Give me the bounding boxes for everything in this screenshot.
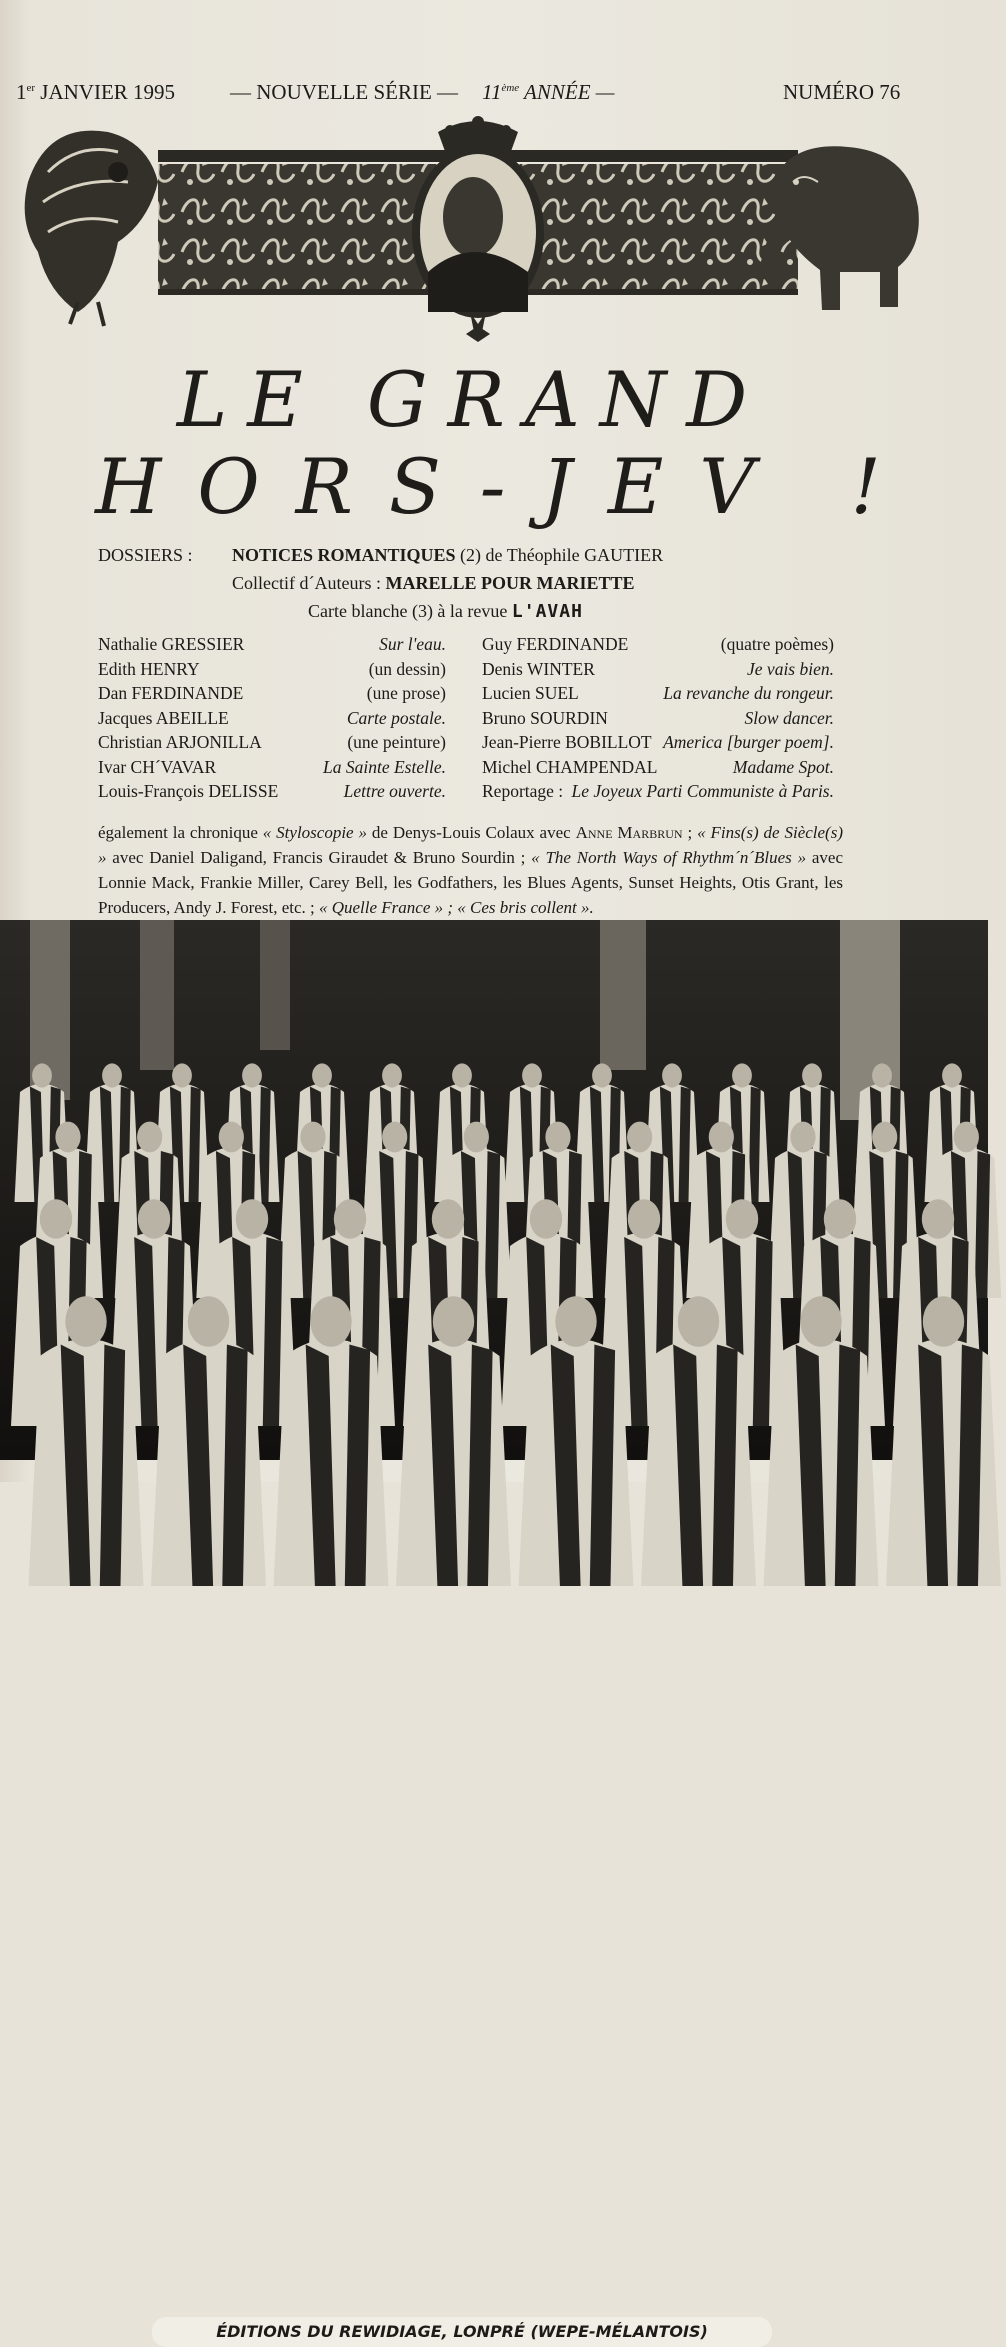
contributor-name: Jean-Pierre BOBILLOT bbox=[482, 732, 652, 752]
series-label: — NOUVELLE SÉRIE — bbox=[230, 80, 459, 104]
dossiers-label: DOSSIERS : bbox=[98, 545, 193, 565]
contribution-title: (une prose) bbox=[366, 683, 446, 703]
date-text: JANVIER 1995 bbox=[35, 80, 176, 104]
contribution-title: (un dessin) bbox=[368, 658, 446, 679]
contributor-name: Denis WINTER bbox=[482, 658, 595, 679]
contributor-name: Christian ARJONILLA bbox=[98, 732, 262, 752]
contributor-name: Nathalie GRESSIER bbox=[98, 634, 245, 654]
para-title: « Styloscopie » bbox=[262, 823, 367, 842]
dossier-carte-blanche bbox=[308, 601, 583, 622]
para-text: avec Lonnie Mack, Frankie Miller, Carey Bell, les Godfathers, les Blues Agents, Sunset Heights, Otis Grant, les Producers, Andy J. Forest, etc. ; bbox=[98, 848, 843, 917]
dossier-marelle bbox=[232, 573, 635, 594]
contributor-row bbox=[0, 757, 1000, 781]
issue-number: NUMÉRO 76 bbox=[783, 80, 901, 104]
contribution-title: (une peinture) bbox=[347, 732, 446, 752]
date-superscript: er bbox=[26, 82, 36, 94]
crest-emblem bbox=[416, 116, 540, 342]
contributor-row bbox=[0, 659, 1000, 683]
contributor-row bbox=[0, 732, 1000, 756]
clergy-photo bbox=[0, 920, 988, 2341]
contribution-title: Sur l'eau. bbox=[379, 634, 446, 654]
contribution-title: Je vais bien. bbox=[747, 658, 834, 679]
contribution-title: (quatre poèmes) bbox=[720, 634, 834, 654]
issue-date bbox=[16, 80, 175, 105]
contribution-title: Carte postale. bbox=[346, 707, 446, 728]
issue-header bbox=[0, 80, 1000, 110]
contributor-name: Dan FERDINANDE bbox=[98, 683, 244, 703]
dossier-title: NOTICES ROMANTIQUES bbox=[232, 545, 456, 565]
magazine-title-line1: LE GRAND bbox=[176, 355, 768, 444]
contributor-row bbox=[0, 683, 1000, 707]
dossier-title: MARELLE POUR MARIETTE bbox=[385, 573, 635, 593]
year-text: ANNÉE — bbox=[519, 80, 615, 104]
year-superscript: ème bbox=[501, 82, 520, 94]
contribution-title: Le Joyeux Parti Communiste à Paris. bbox=[571, 781, 834, 801]
para-text: de Denys-Louis Colaux avec bbox=[367, 823, 576, 842]
magazine-title-line2: HORS-JEV ! bbox=[95, 442, 917, 531]
contributor-name: Michel CHAMPENDAL bbox=[482, 756, 658, 777]
para-title: « Quelle France » ; « Ces bris collent ». bbox=[318, 898, 594, 917]
turkey-illustration bbox=[25, 131, 158, 326]
para-title: « The North Ways of Rhythm´n´Blues » bbox=[531, 848, 807, 867]
contribution-title: Madame Spot. bbox=[732, 756, 834, 777]
year-number: 11 bbox=[482, 80, 502, 104]
contribution-title: La revanche du rongeur. bbox=[663, 683, 834, 703]
contributor-name: Louis-François DELISSE bbox=[98, 781, 279, 801]
para-name: Anne Marbrun bbox=[575, 823, 683, 842]
ornamental-banner bbox=[18, 112, 923, 337]
contributor-name: Guy FERDINANDE bbox=[482, 634, 629, 654]
contributor-row bbox=[0, 634, 1000, 658]
contributor-name: Edith HENRY bbox=[98, 658, 200, 679]
contribution-title: America [burger poem]. bbox=[663, 732, 834, 752]
revue-logo: L'AVAH bbox=[511, 601, 583, 622]
para-text: avec Daniel Daligand, Francis Giraudet & Bruno Sourdin ; bbox=[106, 848, 532, 867]
contributor-name: Jacques ABEILLE bbox=[98, 707, 229, 728]
photo-image bbox=[0, 920, 988, 1460]
contributor-name: Reportage : bbox=[482, 781, 564, 801]
year-label bbox=[482, 80, 614, 105]
contribution-title: La Sainte Estelle. bbox=[323, 756, 446, 777]
dossier-notices bbox=[232, 545, 663, 566]
contributor-name: Lucien SUEL bbox=[482, 683, 579, 703]
para-title: « Fins(s) de Siècle(s) » bbox=[98, 823, 843, 867]
contributor-name: Bruno SOURDIN bbox=[482, 707, 608, 728]
dossier-prefix: Carte blanche (3) à la revue bbox=[308, 601, 512, 621]
para-text: ; bbox=[682, 823, 698, 842]
contributor-row bbox=[0, 781, 1000, 805]
dossier-prefix: Collectif d´Auteurs : bbox=[232, 573, 386, 593]
chronicle-paragraph bbox=[98, 820, 843, 920]
para-text: également la chronique bbox=[98, 823, 263, 842]
publisher-caption: ÉDITIONS DU REWIDIAGE, LONPRÉ (WEPE-MÉLANTOIS) bbox=[152, 2317, 772, 2347]
contribution-title: Slow dancer. bbox=[744, 707, 834, 728]
date-prefix: 1 bbox=[16, 80, 27, 104]
contributor-row bbox=[0, 708, 1000, 732]
dossier-author: (2) de Théophile GAUTIER bbox=[455, 545, 664, 565]
contributor-name: Ivar CH´VAVAR bbox=[98, 756, 217, 777]
contribution-title: Lettre ouverte. bbox=[343, 781, 446, 801]
